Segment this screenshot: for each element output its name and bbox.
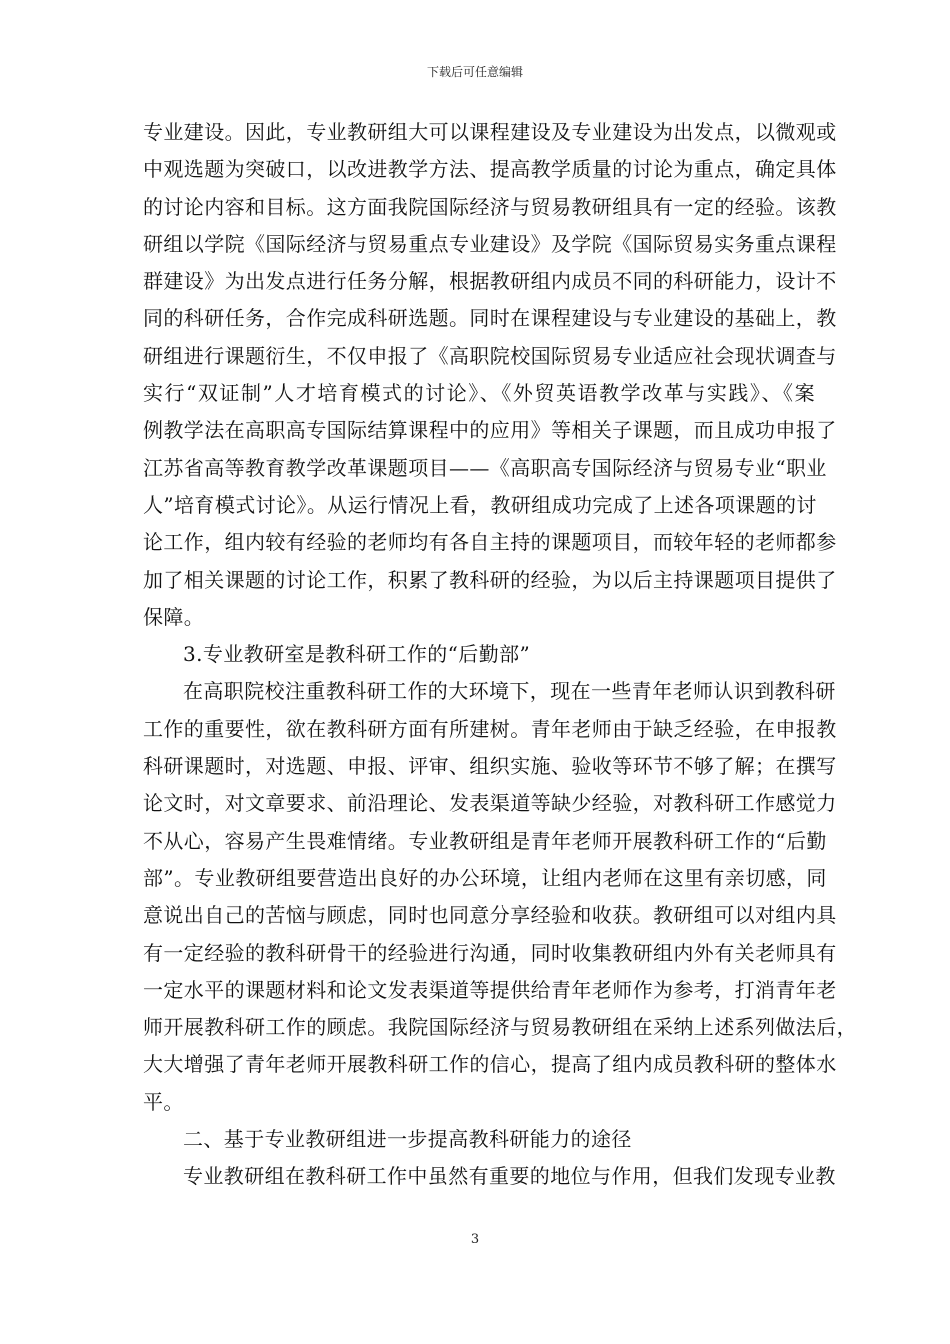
body-line: 不从心，容易产生畏难情绪。专业教研组是青年老师开展教科研工作的“后勤: [143, 828, 827, 853]
document-body: [143, 114, 857, 1196]
body-line: 科研课题时，对选题、申报、评审、组织实施、验收等环节不够了解；在撰写: [143, 754, 837, 779]
body-line: 研组以学院《国际经济与贸易重点专业建设》及学院《国际贸易实务重点课程: [143, 231, 837, 256]
section-heading: 二、基于专业教研组进一步提高教科研能力的途径: [183, 1127, 632, 1152]
body-line: 保障。: [143, 604, 205, 629]
body-line: 师开展教科研工作的顾虑。我院国际经济与贸易教研组在采纳上述系列做法后，: [143, 1015, 857, 1040]
body-line: 意说出自己的苦恼与顾虑，同时也同意分享经验和收获。教研组可以对组内具: [143, 903, 837, 928]
section-heading: 3.专业教研室是教科研工作的“后勤部”: [183, 642, 531, 667]
page-number: 3: [470, 1232, 480, 1247]
body-line: 中观选题为突破口，以改进教学方法、提高教学质量的讨论为重点，确定具体: [143, 157, 837, 182]
body-line: 的讨论内容和目标。这方面我院国际经济与贸易教研组具有一定的经验。该教: [143, 194, 837, 219]
body-line: 研组进行课题衍生，不仅申报了《高职院校国际贸易专业适应社会现状调查与: [143, 343, 837, 368]
body-line: 例教学法在高职高专国际结算课程中的应用》等相关子课题，而且成功申报了: [143, 418, 837, 443]
body-line: 平。: [143, 1089, 184, 1114]
body-line: 部”。专业教研组要营造出良好的办公环境，让组内老师在这里有亲切感，同: [143, 865, 827, 890]
body-line: 群建设》为出发点进行任务分解，根据教研组内成员不同的科研能力，设计不: [143, 269, 837, 294]
body-line: 大大增强了青年老师开展教科研工作的信心，提高了组内成员教科研的整体水: [143, 1052, 837, 1077]
body-line: 实行“双证制”人才培育模式的讨论》、《外贸英语教学改革与实践》、《案: [143, 381, 815, 406]
body-line: 一定水平的课题材料和论文发表渠道等提供给青年老师作为参考，打消青年老: [143, 977, 837, 1002]
body-line: 工作的重要性，欲在教科研方面有所建树。青年老师由于缺乏经验，在申报教: [143, 716, 837, 741]
body-line: 人”培育模式讨论》。从运行情况上看，教研组成功完成了上述各项课题的讨: [143, 492, 817, 517]
body-line: 在高职院校注重教科研工作的大环境下，现在一些青年老师认识到教科研: [183, 679, 836, 704]
body-line: 专业建设。因此，专业教研组大可以课程建设及专业建设为出发点，以微观或: [143, 120, 837, 144]
body-line: 专业教研组在教科研工作中虽然有重要的地位与作用，但我们发现专业教: [183, 1164, 836, 1189]
body-line: 论工作，组内较有经验的老师均有各自主持的课题项目，而较年轻的老师都参: [143, 530, 837, 555]
page-header: 下载后可任意编辑: [426, 65, 523, 79]
body-line: 加了相关课题的讨论工作，积累了教科研的经验，为以后主持课题项目提供了: [143, 567, 837, 592]
body-line: 有一定经验的教科研骨干的经验进行沟通，同时收集教研组内外有关老师具有: [143, 940, 837, 965]
body-line: 同的科研任务，合作完成科研选题。同时在课程建设与专业建设的基础上，教: [143, 306, 837, 331]
body-line: 江苏省高等教育教学改革课题项目——《高职高专国际经济与贸易专业“职业: [143, 455, 827, 480]
body-line: 论文时，对文章要求、前沿理论、发表渠道等缺少经验，对教科研工作感觉力: [143, 791, 837, 816]
